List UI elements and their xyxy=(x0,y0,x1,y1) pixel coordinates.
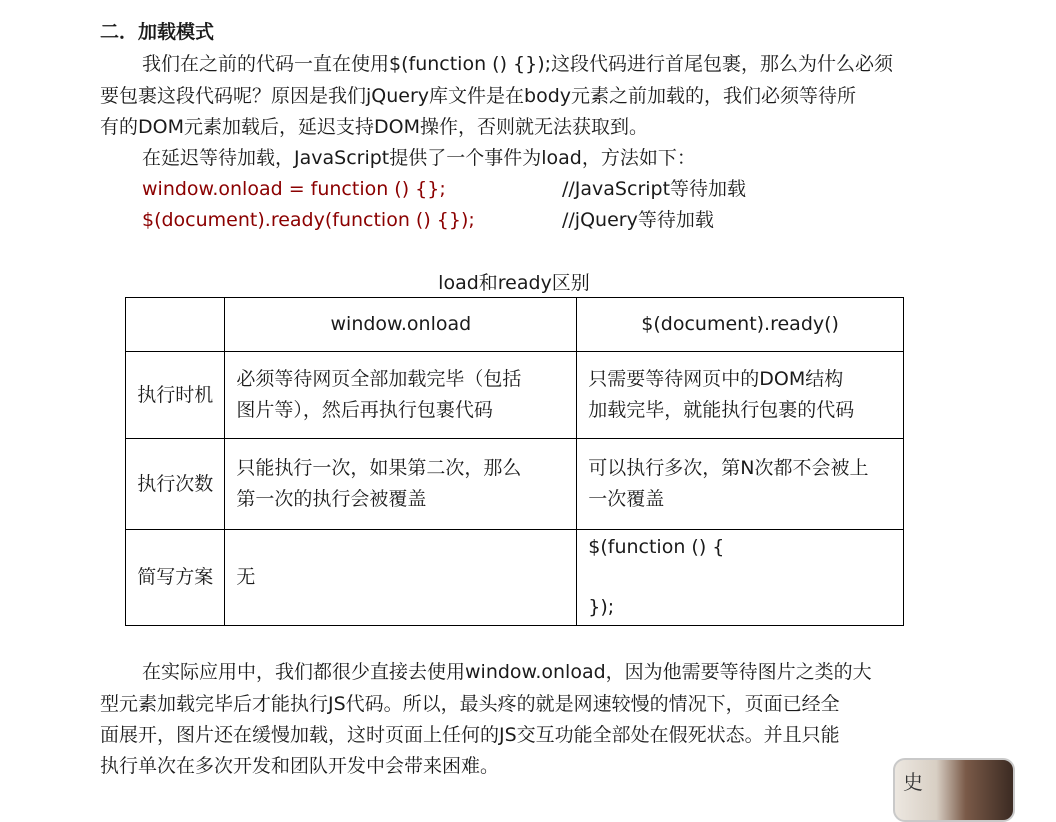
comparison-table xyxy=(125,297,904,626)
row-label: 简写方案 xyxy=(126,530,225,626)
cell-line: 加载完毕，就能执行包裹的代码 xyxy=(588,399,855,421)
table-header-row xyxy=(126,298,904,352)
cell-line: 第一次的执行会被覆盖 xyxy=(236,488,427,510)
table-cell xyxy=(577,352,904,439)
cell-line: }); xyxy=(588,596,615,618)
paragraph-line: 执行单次在多次开发和团队开发中会带来困难。 xyxy=(100,755,500,777)
row-label: 执行时机 xyxy=(126,352,225,439)
code-line-onload: window.onload = function () {}; xyxy=(142,178,446,200)
table-row xyxy=(126,352,904,439)
paragraph-line: 我们在之前的代码一直在使用$(function () {});这段代码进行首尾包裹，那么为什么必须 xyxy=(142,53,894,75)
table-cell xyxy=(577,439,904,530)
cell-line: 可以执行多次，第N次都不会被上 xyxy=(588,457,869,479)
cell-line xyxy=(588,562,892,592)
paragraph-line: 在实际应用中，我们都很少直接去使用window.onload，因为他需要等待图片之类的大 xyxy=(142,661,872,683)
table-row xyxy=(126,439,904,530)
table-row xyxy=(126,530,904,626)
table-cell xyxy=(225,530,577,626)
cell-line: 只需要等待网页中的DOM结构 xyxy=(588,368,844,390)
paragraph-line: 在延迟等待加载，JavaScript提供了一个事件为load，方法如下： xyxy=(142,147,696,169)
paragraph-line: 有的DOM元素加载后，延迟支持DOM操作，否则就无法获取到。 xyxy=(100,116,648,138)
paragraph-line: 要包裹这段代码呢？原因是我们jQuery库文件是在body元素之前加载的，我们必须等待所 xyxy=(100,85,857,107)
section-heading: 二．加载模式 xyxy=(100,21,215,43)
table-cell xyxy=(225,439,577,530)
code-comment: //JavaScript等待加载 xyxy=(562,178,747,200)
table-cell xyxy=(577,530,904,626)
code-comment: //jQuery等待加载 xyxy=(562,209,714,231)
paragraph-line: 型元素加载完毕后才能执行JS代码。所以，最头疼的就是网速较慢的情况下，页面已经全 xyxy=(100,693,840,715)
cell-line: 图片等），然后再执行包裹代码 xyxy=(236,399,493,421)
header-cell-empty xyxy=(126,298,225,352)
cell-line: 一次覆盖 xyxy=(588,488,665,510)
cell-line: 只能执行一次，如果第二次，那么 xyxy=(236,457,522,479)
corner-avatar-widget[interactable] xyxy=(893,758,1015,822)
table-cell xyxy=(225,352,577,439)
paragraph-line: 面展开，图片还在缓慢加载，这时页面上任何的JS交互功能全部处在假死状态。并且只能 xyxy=(100,724,840,746)
cell-line: $(function () { xyxy=(588,536,725,558)
header-cell-ready: $(document).ready() xyxy=(577,298,904,352)
row-label: 执行次数 xyxy=(126,439,225,530)
code-line-ready: $(document).ready(function () {}); xyxy=(142,209,475,231)
cell-line: 无 xyxy=(236,566,256,588)
cell-line: 必须等待网页全部加载完毕（包括 xyxy=(236,368,522,390)
table-caption: load和ready区别 xyxy=(438,272,590,294)
avatar-glyph: 史 xyxy=(903,770,923,794)
header-cell-onload: window.onload xyxy=(225,298,577,352)
